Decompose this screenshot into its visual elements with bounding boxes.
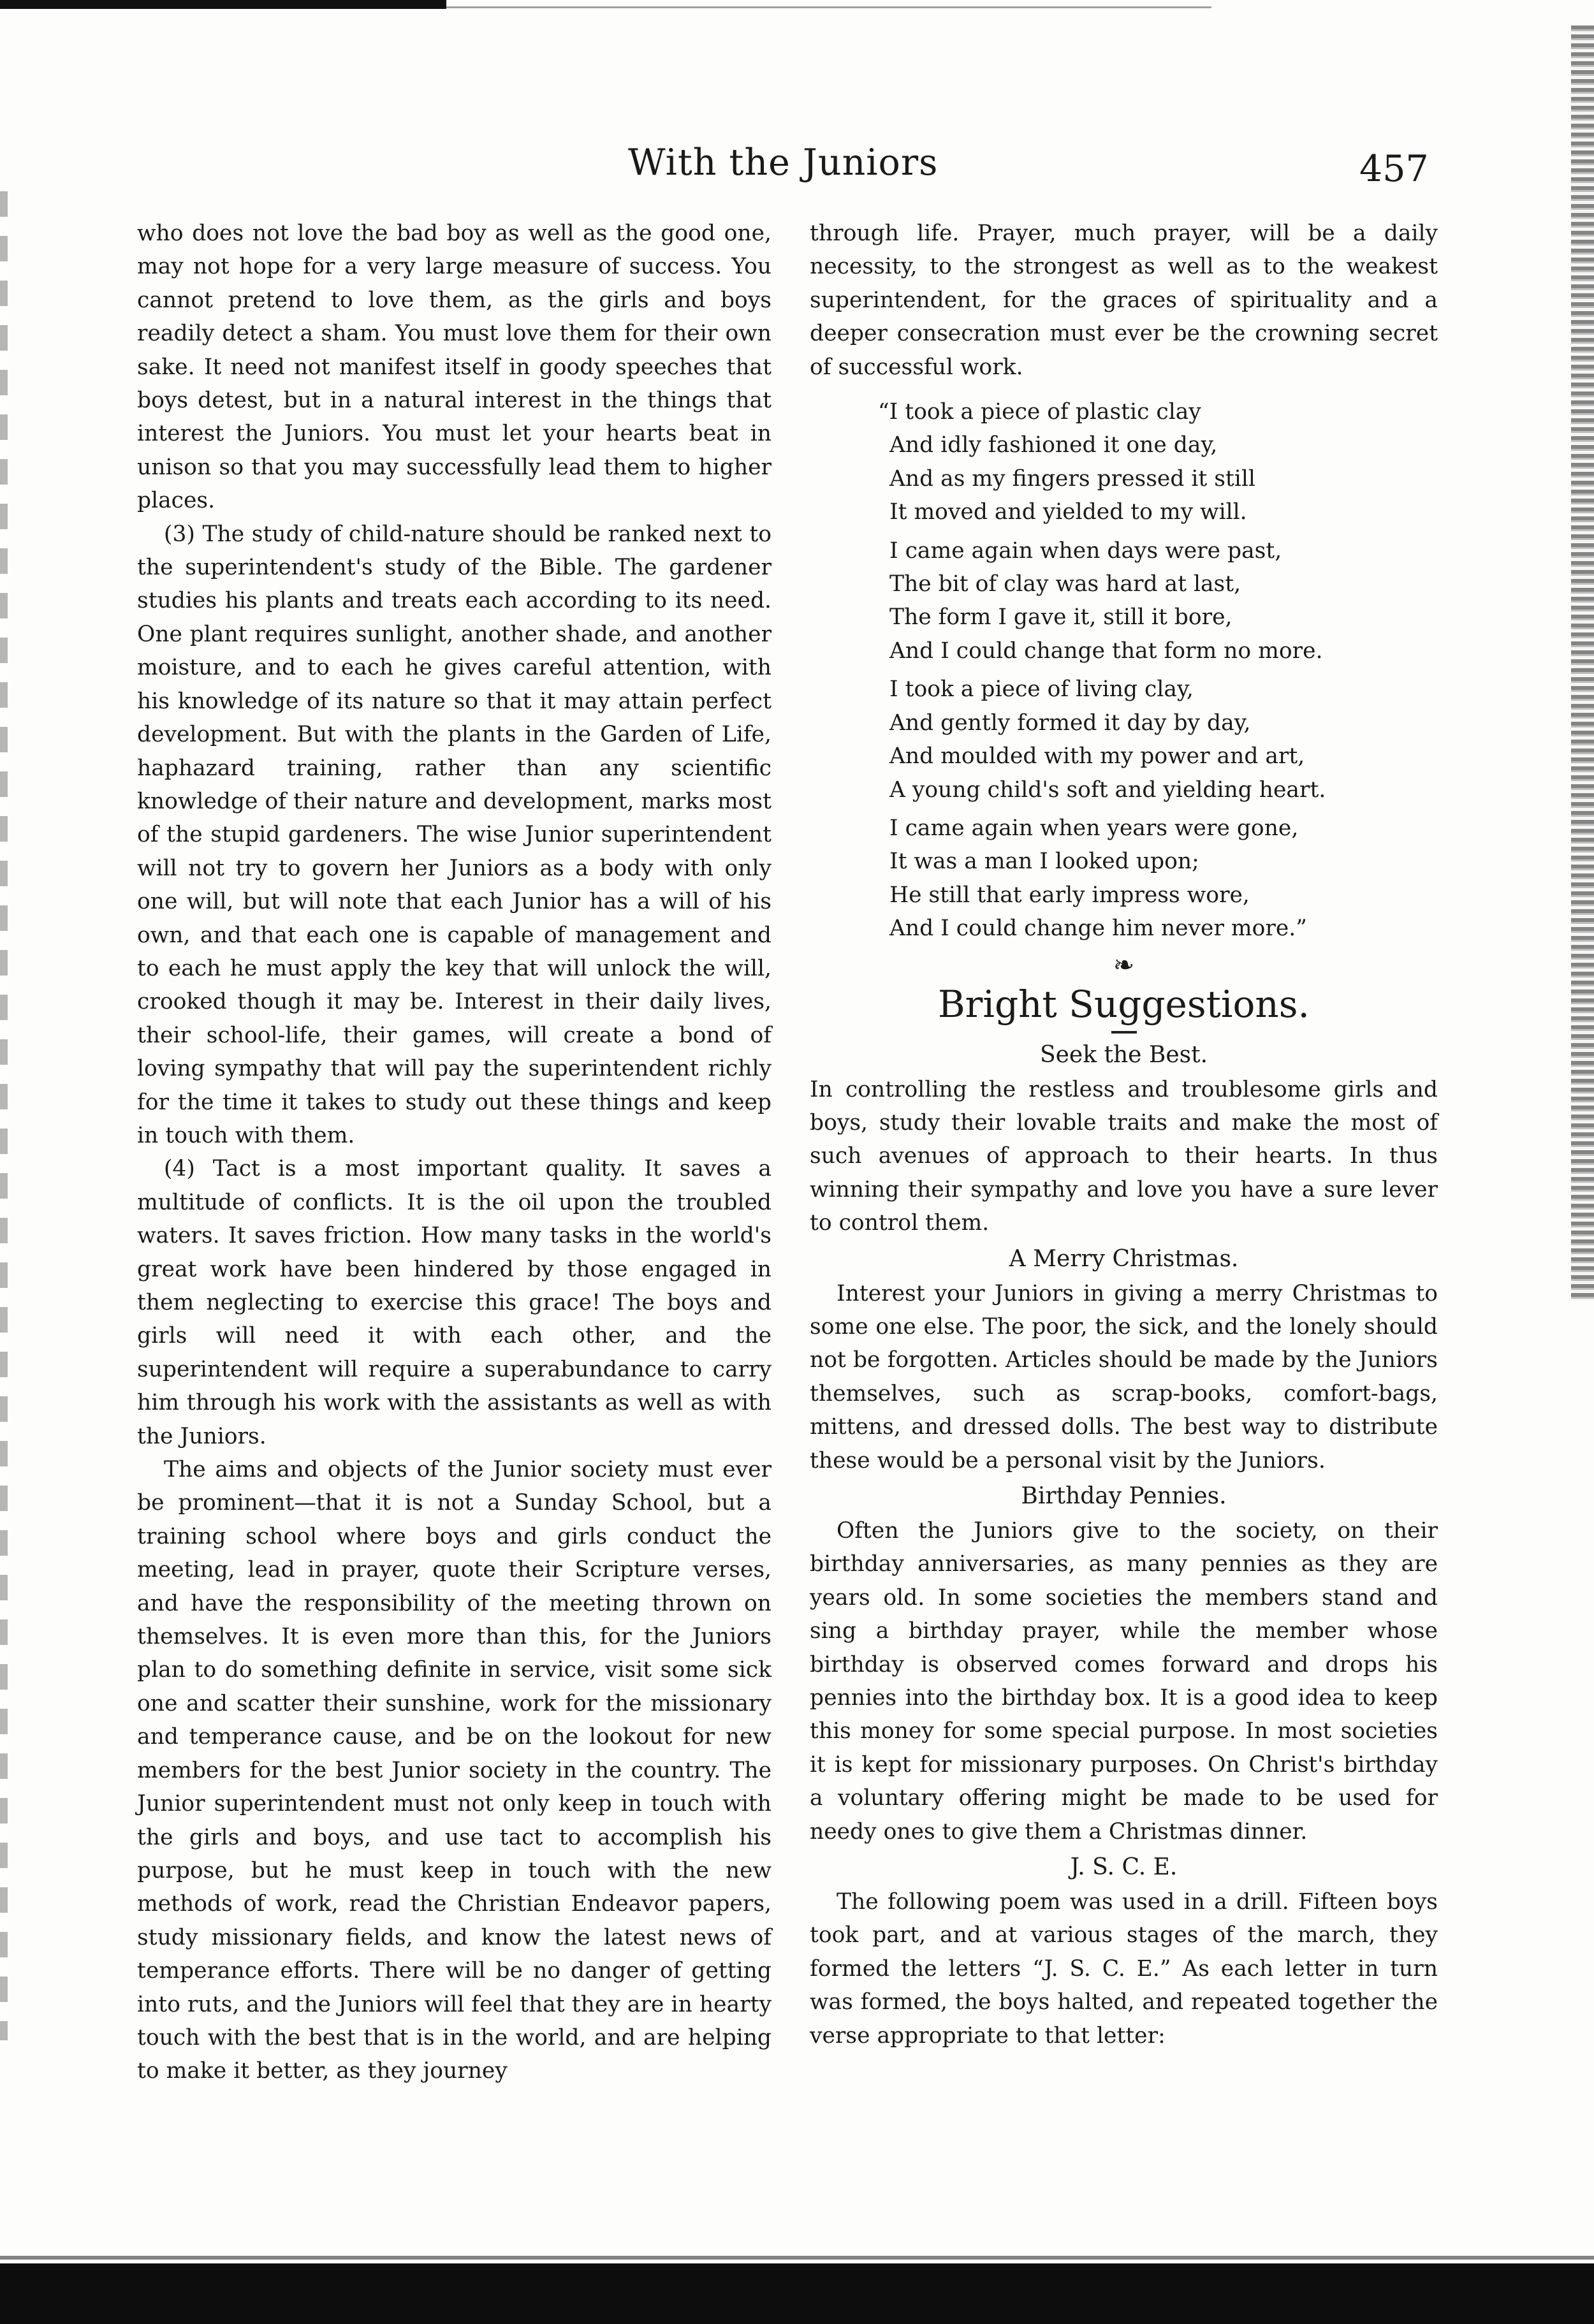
paragraph: (4) Tact is a most important quality. It saves a multitude of conflicts. It is the oil upon the troubled waters. It saves friction. How many tasks in the world's great work have been hindered by those engaged in them neglecting to exercise this grace! The boys and girls will need it with each other, and the superintendent will require a superabundance to carry him through his work with the assistants as well as with the Juniors.: [137, 1156, 771, 1449]
running-head: With the Juniors: [628, 142, 939, 184]
section-title: Bright Suggestions.: [938, 982, 1310, 1026]
poem-stanza: [889, 812, 1438, 946]
paragraph: Often the Juniors give to the society, on their birthday anniversaries, as many pennies as they are years old. In some societies the members stand and sing a birthday prayer, while the member whose birthday is observed comes forward and drops his pennies into the birthday box. It is a good idea to keep this money for some special purpose. In most societies it is kept for missionary purposes. On Christ's birthday a voluntary offering might be made to be used for needy ones to give them a Christmas dinner.: [810, 1518, 1438, 1845]
poem-line: It was a man I looked upon;: [889, 849, 1199, 875]
subsection-heading: J. S. C. E.: [1070, 1854, 1178, 1881]
title-rule: [1111, 1031, 1137, 1034]
scan-right-edge: [1571, 26, 1594, 1301]
ornament-icon: ❧: [1113, 950, 1135, 980]
poem-line: “I took a piece of plastic clay: [878, 399, 1201, 425]
poem-line: And I could change him never more.”: [889, 916, 1307, 942]
paragraph: (3) The study of child-nature should be ranked next to the superintendent's study of the Bible. The gardener studies his plants and treats each according to its need. One plant requires sunlight, another shade, and another moisture, and to each he gives careful attention, with his knowledge of its nature so that it may attain perfect development. But with the plants in the Garden of Life, haphazard training, rather than any scientific knowledge of their nature and development, marks most of the stupid gardeners. The wise Junior superintendent will not try to govern her Juniors as a body with only one will, but will note that each Junior has a will of his own, and that each one is capable of management and to each he must apply the key that will unlock the will, crooked though it may be. Interest in their daily lives, their school-life, their games, will create a bond of loving sympathy that will pay the superintendent richly for the time it takes to study out these things and keep in touch with them.: [137, 521, 771, 1148]
poem-line: I came again when years were gone,: [889, 815, 1299, 841]
left-column: [137, 217, 771, 2088]
paragraph: The aims and objects of the Junior society must ever be prominent—that it is not a Sunday School, but a training school where boys and girls conduct the meeting, lead in prayer, quote their Scripture verses, and have the responsibility of the meeting thrown on themselves. It is even more than this, for the Juniors plan to do something definite in service, visit some sick one and scatter their sunshine, work for the missionary and temperance cause, and be on the lookout for new members for the best Junior society in the country. The Junior superintendent must not only keep in touch with the girls and boys, and use tact to accomplish his purpose, but he must keep in touch with the new methods of work, read the Christian Endeavor papers, study missionary fields, and know the latest news of temperance efforts. There will be no danger of getting into ruts, and the Juniors will feel that they are in hearty touch with the best that is in the world, and are helping to make it better, as they journey: [137, 1457, 771, 2084]
scan-bottom-border: [0, 2263, 1594, 2324]
poem-line: It moved and yielded to my will.: [889, 499, 1247, 525]
paragraph: In controlling the restless and troublesome girls and boys, study their lovable traits and make the most of such avenues of approach to their hearts. In thus winning their sympathy and love you have a sure lever to control them.: [810, 1076, 1438, 1236]
paragraph: Interest your Juniors in giving a merry Christmas to some one else. The poor, the sick, and the lonely should not be forgotten. Articles should be made by the Juniors themselves, such as scrap-books, comfort-bags, mittens, and dressed dolls. The best way to distribute these would be a personal visit by the Juniors.: [810, 1280, 1438, 1473]
poem-line: I took a piece of living clay,: [889, 676, 1194, 703]
poem-stanza: [878, 395, 1438, 529]
right-column: [810, 217, 1438, 2052]
poem-line: The bit of clay was hard at last,: [889, 571, 1241, 597]
poem-line: And as my fingers pressed it still: [889, 465, 1255, 492]
poem-line: The form I gave it, still it bore,: [889, 604, 1232, 631]
poem-stanza: [889, 673, 1438, 807]
paragraph: The following poem was used in a drill. Fifteen boys took part, and at various stages of the march, they formed the letters “J. S. C. E.” As each letter in turn was formed, the boys halted, and repeated together the verse appropriate to that letter:: [810, 1889, 1438, 2049]
poem: [878, 395, 1438, 946]
poem-line: I came again when days were past,: [889, 537, 1282, 564]
poem-line: And idly fashioned it one day,: [889, 432, 1218, 458]
page-number: 457: [1359, 148, 1429, 190]
subsection-heading: A Merry Christmas.: [1009, 1245, 1239, 1272]
poem-line: He still that early impress wore,: [889, 882, 1250, 908]
scan-top-line: [446, 6, 1211, 8]
poem-stanza: [889, 534, 1438, 668]
poem-line: And moulded with my power and art,: [889, 743, 1305, 770]
poem-line: A young child's soft and yielding heart.: [889, 777, 1326, 803]
scan-left-edge: [0, 191, 8, 2040]
poem-line: And gently formed it day by day,: [889, 710, 1251, 736]
scan-top-border: [0, 0, 446, 9]
subsection-heading: Birthday Pennies.: [1021, 1483, 1227, 1509]
poem-line: And I could change that form no more.: [889, 638, 1323, 664]
paragraph-continuation: through life. Prayer, much prayer, will be a daily necessity, to the strongest as well as to the weakest superintendent, for the graces of spirituality and a deeper consecration must ever be the crowning secret of successful work.: [810, 221, 1438, 380]
subsection-heading: Seek the Best.: [1039, 1041, 1208, 1068]
paragraph: who does not love the bad boy as well as the good one, may not hope for a very large measure of success. You cannot pretend to love them, as the girls and boys readily detect a sham. You must love them for their own sake. It need not manifest itself in goody speeches that boys detest, but in a natural interest in the things that interest the Juniors. You must let your hearts beat in unison so that you may successfully lead them to higher places.: [137, 221, 771, 514]
